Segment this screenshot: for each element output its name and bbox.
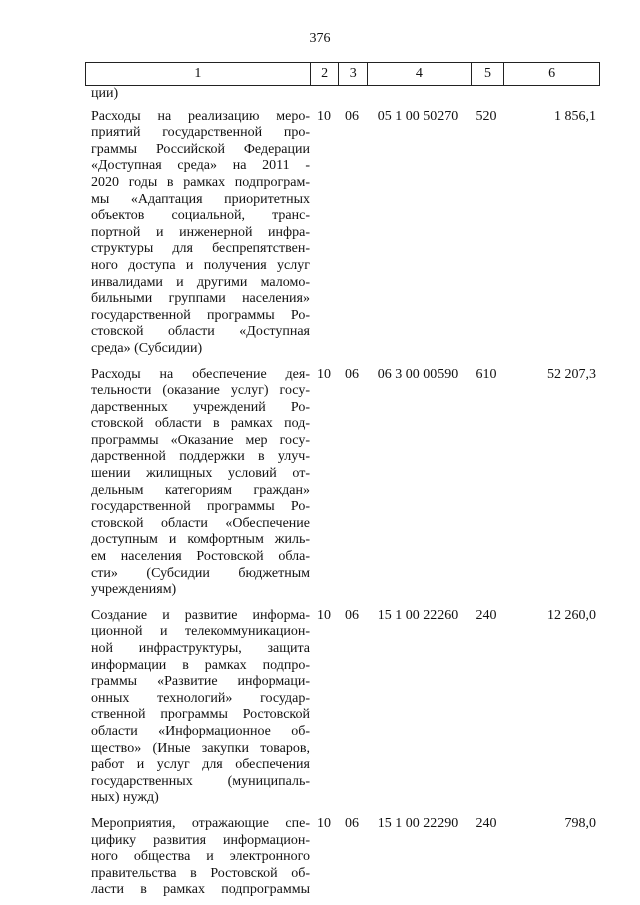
description-line: Мероприятия, отражающие спе- bbox=[91, 815, 310, 831]
column-header-4: 4 bbox=[368, 63, 472, 86]
description-line: ционной и телекоммуникацион- bbox=[91, 624, 310, 640]
description-line: объектов социальной, транс- bbox=[91, 208, 310, 224]
description-line: «Доступная среда» на 2011 - bbox=[91, 158, 310, 174]
section-code: 10 bbox=[317, 815, 331, 831]
column-header-row bbox=[86, 63, 600, 86]
description-line: Расходы на обеспечение дея- bbox=[91, 366, 310, 382]
description-line: доступным и комфортным жиль- bbox=[91, 532, 310, 548]
description-line: ственной программы Ростовской bbox=[91, 707, 310, 723]
description-line: Создание и развитие информа- bbox=[91, 607, 310, 623]
description-line: информации в рамках подпро- bbox=[91, 657, 310, 673]
amount-value: 52 207,3 bbox=[547, 366, 596, 382]
description-line: онных технологий» государ- bbox=[91, 690, 310, 706]
description-line: бильными группами населения» bbox=[91, 291, 310, 307]
description-line: государственных (муниципаль- bbox=[91, 773, 310, 789]
description-line: области «Информационное об- bbox=[91, 723, 310, 739]
continuation-text: ции) bbox=[91, 86, 119, 101]
budget-table-body bbox=[85, 86, 600, 899]
description-line: ного доступа и получения услуг bbox=[91, 257, 310, 273]
description-line: инвалидами и другими маломо- bbox=[91, 274, 310, 290]
description-line: структуры для беспрепятствен- bbox=[91, 241, 310, 257]
description-line: стовской области в рамках под- bbox=[91, 416, 310, 432]
description-line: среда» (Субсидии) bbox=[91, 340, 203, 356]
row-description bbox=[85, 109, 310, 358]
column-header-1: 1 bbox=[86, 63, 311, 86]
description-line: государственной программы Ро- bbox=[91, 307, 310, 323]
description-line: портной и инженерной инфра- bbox=[91, 224, 310, 240]
target-article-code: 06 3 00 00590 bbox=[377, 366, 459, 382]
amount-value: 1 856,1 bbox=[554, 108, 596, 124]
description-line: дарственной поддержки в улуч- bbox=[91, 449, 310, 465]
target-article-code: 15 1 00 22290 bbox=[377, 815, 459, 831]
description-line: граммы Российской Федерации bbox=[91, 141, 310, 157]
target-article-code: 05 1 00 50270 bbox=[377, 108, 459, 124]
description-line: цифику развития информацион- bbox=[91, 832, 310, 848]
description-line: ем населения Ростовской обла- bbox=[91, 549, 310, 565]
description-line: сти» (Субсидии бюджетным bbox=[91, 565, 310, 581]
subsection-code: 06 bbox=[345, 815, 359, 831]
expense-type-code: 520 bbox=[475, 108, 497, 124]
table-row bbox=[85, 109, 600, 358]
column-header-3: 3 bbox=[339, 63, 368, 86]
column-header-table bbox=[85, 62, 600, 86]
description-line: ных) нужд) bbox=[91, 790, 159, 806]
description-line: приятий государственной про- bbox=[91, 125, 310, 141]
row-description bbox=[85, 816, 310, 899]
description-line: щество» (Иные закупки товаров, bbox=[91, 740, 310, 756]
subsection-code: 06 bbox=[345, 366, 359, 382]
description-line: стовской области «Доступная bbox=[91, 324, 310, 340]
row-description bbox=[85, 367, 310, 599]
amount-value: 798,0 bbox=[564, 815, 596, 831]
page-number: 376 bbox=[309, 31, 331, 46]
section-code: 10 bbox=[317, 108, 331, 124]
column-header-2: 2 bbox=[310, 63, 339, 86]
description-line: программы «Оказание мер госу- bbox=[91, 432, 310, 448]
description-line: Расходы на реализацию меро- bbox=[91, 108, 310, 124]
description-line: граммы «Развитие информаци- bbox=[91, 674, 310, 690]
subsection-code: 06 bbox=[345, 108, 359, 124]
description-line: стовской области «Обеспечение bbox=[91, 515, 310, 531]
expense-type-code: 240 bbox=[475, 607, 497, 623]
table-row bbox=[85, 367, 600, 599]
description-line: дельным категориям граждан» bbox=[91, 482, 310, 498]
row-description bbox=[85, 608, 310, 807]
description-line: работ и услуг для обеспечения bbox=[91, 757, 310, 773]
description-line: ного общества и электронного bbox=[91, 849, 310, 865]
amount-value: 12 260,0 bbox=[547, 607, 596, 623]
description-line: 2020 годы в рамках подпрограм- bbox=[91, 174, 310, 190]
description-line: ной инфраструктуры, защита bbox=[91, 641, 310, 656]
subsection-code: 06 bbox=[345, 607, 359, 623]
table-row bbox=[85, 608, 600, 807]
section-code: 10 bbox=[317, 366, 331, 382]
target-article-code: 15 1 00 22260 bbox=[377, 607, 459, 623]
section-code: 10 bbox=[317, 607, 331, 623]
description-line: учреждениям) bbox=[91, 582, 177, 598]
description-line: дарственных учреждений Ро- bbox=[91, 399, 310, 415]
expense-type-code: 610 bbox=[475, 366, 497, 382]
column-header-5: 5 bbox=[471, 63, 504, 86]
description-line: государственной программы Ро- bbox=[91, 499, 310, 515]
expense-type-code: 240 bbox=[475, 815, 497, 831]
description-line: шении жилищных условий от- bbox=[91, 466, 310, 482]
column-header-6: 6 bbox=[504, 63, 600, 86]
description-line: мы «Адаптация приоритетных bbox=[91, 191, 310, 207]
table-row bbox=[85, 816, 600, 899]
description-line: ласти в рамках подпрограммы bbox=[91, 882, 310, 898]
description-line: тельности (оказание услуг) госу- bbox=[91, 383, 310, 399]
description-line: правительства в Ростовской об- bbox=[91, 865, 310, 881]
